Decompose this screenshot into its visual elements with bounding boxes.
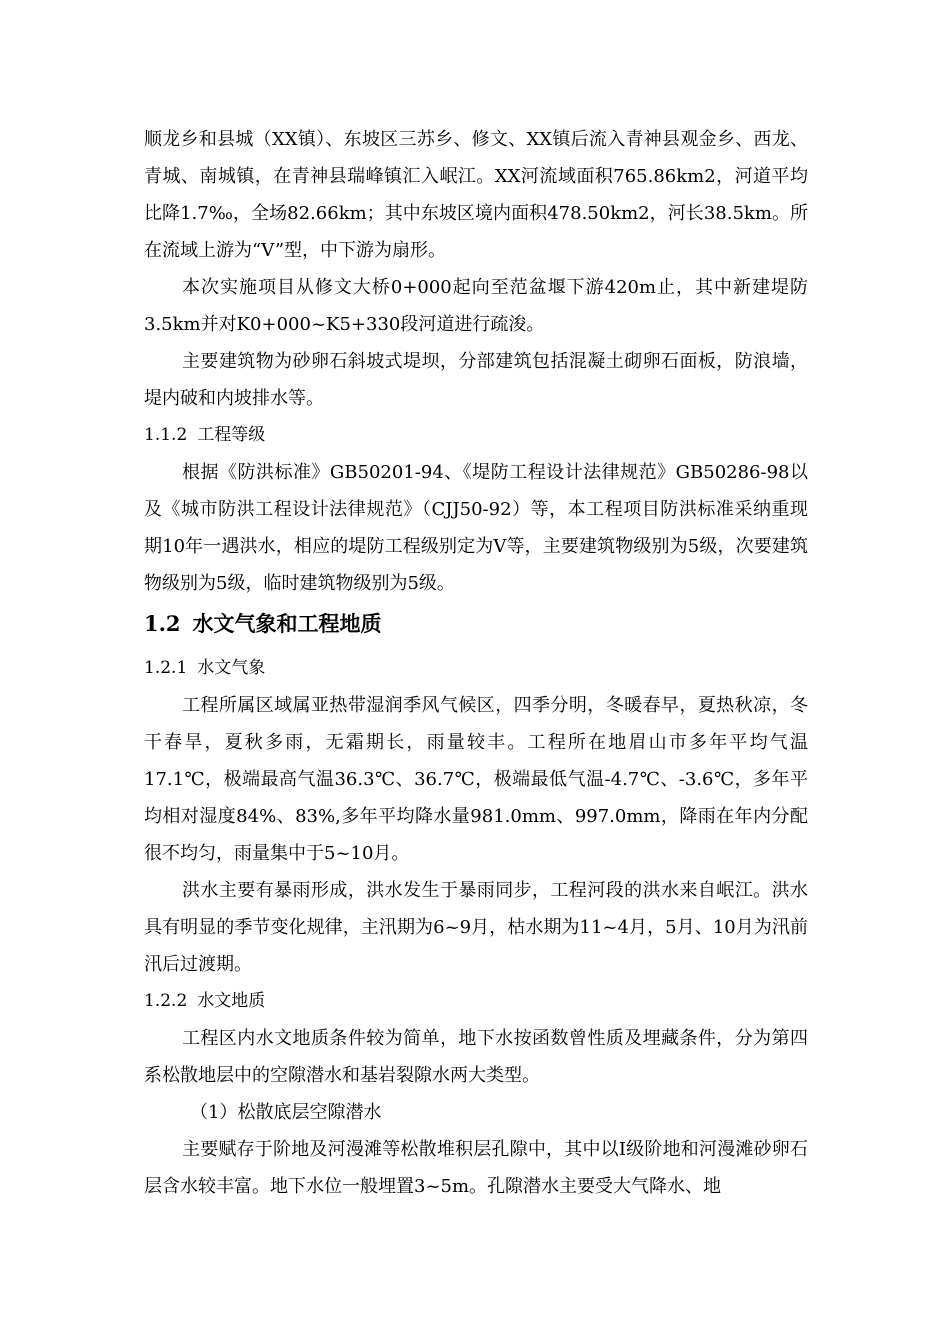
body-paragraph: 工程区内水文地质条件较为简单，地下水按函数曾性质及埋藏条件，分为第四系松散地层中的空隙潜水和基岩裂隙水两大类型。	[144, 1028, 808, 1086]
section-number: 1.2.2	[144, 991, 188, 1011]
section-number: 1.1.2	[144, 425, 188, 445]
body-paragraph: 工程所属区域属亚热带湿润季风气候区，四季分明，冬暖春早，夏热秋凉，冬干春旱，夏秋多雨，无霜期长，雨量较丰。工程所在地眉山市多年平均气温17.1℃，极端最高气温36.3℃、36.7℃，极端最低气温-4.7℃、-3.6℃，多年平均相对湿度84%、83%,多年平均降水量981.0mm、997.0mm，降雨在年内分配很不均匀，雨量集中于5~10月。	[144, 695, 808, 864]
section-title: 水文气象和工程地质	[192, 611, 382, 636]
subheading: （1）松散底层空隙潜水	[190, 1102, 382, 1123]
section-title: 水文地质	[197, 991, 266, 1011]
section-heading-1-2	[144, 604, 808, 644]
section-heading-1-2-1	[144, 650, 808, 687]
body-paragraph: 主要赋存于阶地及河漫滩等松散堆积层孔隙中，其中以Ⅰ级阶地和河漫滩砂卵石层含水较丰富。地下水位一般埋置3~5m。孔隙潜水主要受大气降水、地	[144, 1139, 808, 1197]
section-heading-1-2-2	[144, 983, 808, 1020]
body-paragraph: 洪水主要有暴雨形成，洪水发生于暴雨同步，工程河段的洪水来自岷江。洪水具有明显的季节变化规律，主汛期为6~9月，枯水期为11~4月，5月、10月为汛前汛后过渡期。	[144, 880, 808, 975]
section-title: 水文气象	[197, 658, 266, 678]
section-number: 1.2	[144, 611, 181, 636]
section-number: 1.2.1	[144, 658, 188, 678]
body-paragraph: 本次实施项目从修文大桥0+000起向至范盆堰下游420m止，其中新建堤防3.5km并对K0+000~K5+330段河道进行疏浚。	[144, 277, 808, 335]
section-title: 工程等级	[197, 425, 266, 445]
body-paragraph: 根据《防洪标准》GB50201-94、《堤防工程设计法律规范》GB50286-98以及《城市防洪工程设计法律规范》（CJJ50-92）等，本工程项目防洪标准采纳重现期10年一遇洪水，相应的堤防工程级别定为Ⅴ等，主要建筑物级别为5级，次要建筑物级别为5级，临时建筑物级别为5级。	[144, 462, 808, 594]
body-paragraph: 顺龙乡和县城（XX镇）、东坡区三苏乡、修文、XX镇后流入青神县观金乡、西龙、青城、南城镇，在青神县瑞峰镇汇入岷江。XX河流域面积765.86km2，河道平均比降1.7‰，全场82.66km；其中东坡区境内面积478.50km2，河长38.5km。所在流域上游为“V”型，中下游为扇形。	[144, 129, 808, 261]
section-heading-1-1-2	[144, 417, 808, 454]
body-paragraph: 主要建筑物为砂卵石斜坡式堤坝，分部建筑包括混凝土砌卵石面板，防浪墙，堤内破和内坡排水等。	[144, 351, 808, 409]
document-body	[144, 121, 808, 1205]
